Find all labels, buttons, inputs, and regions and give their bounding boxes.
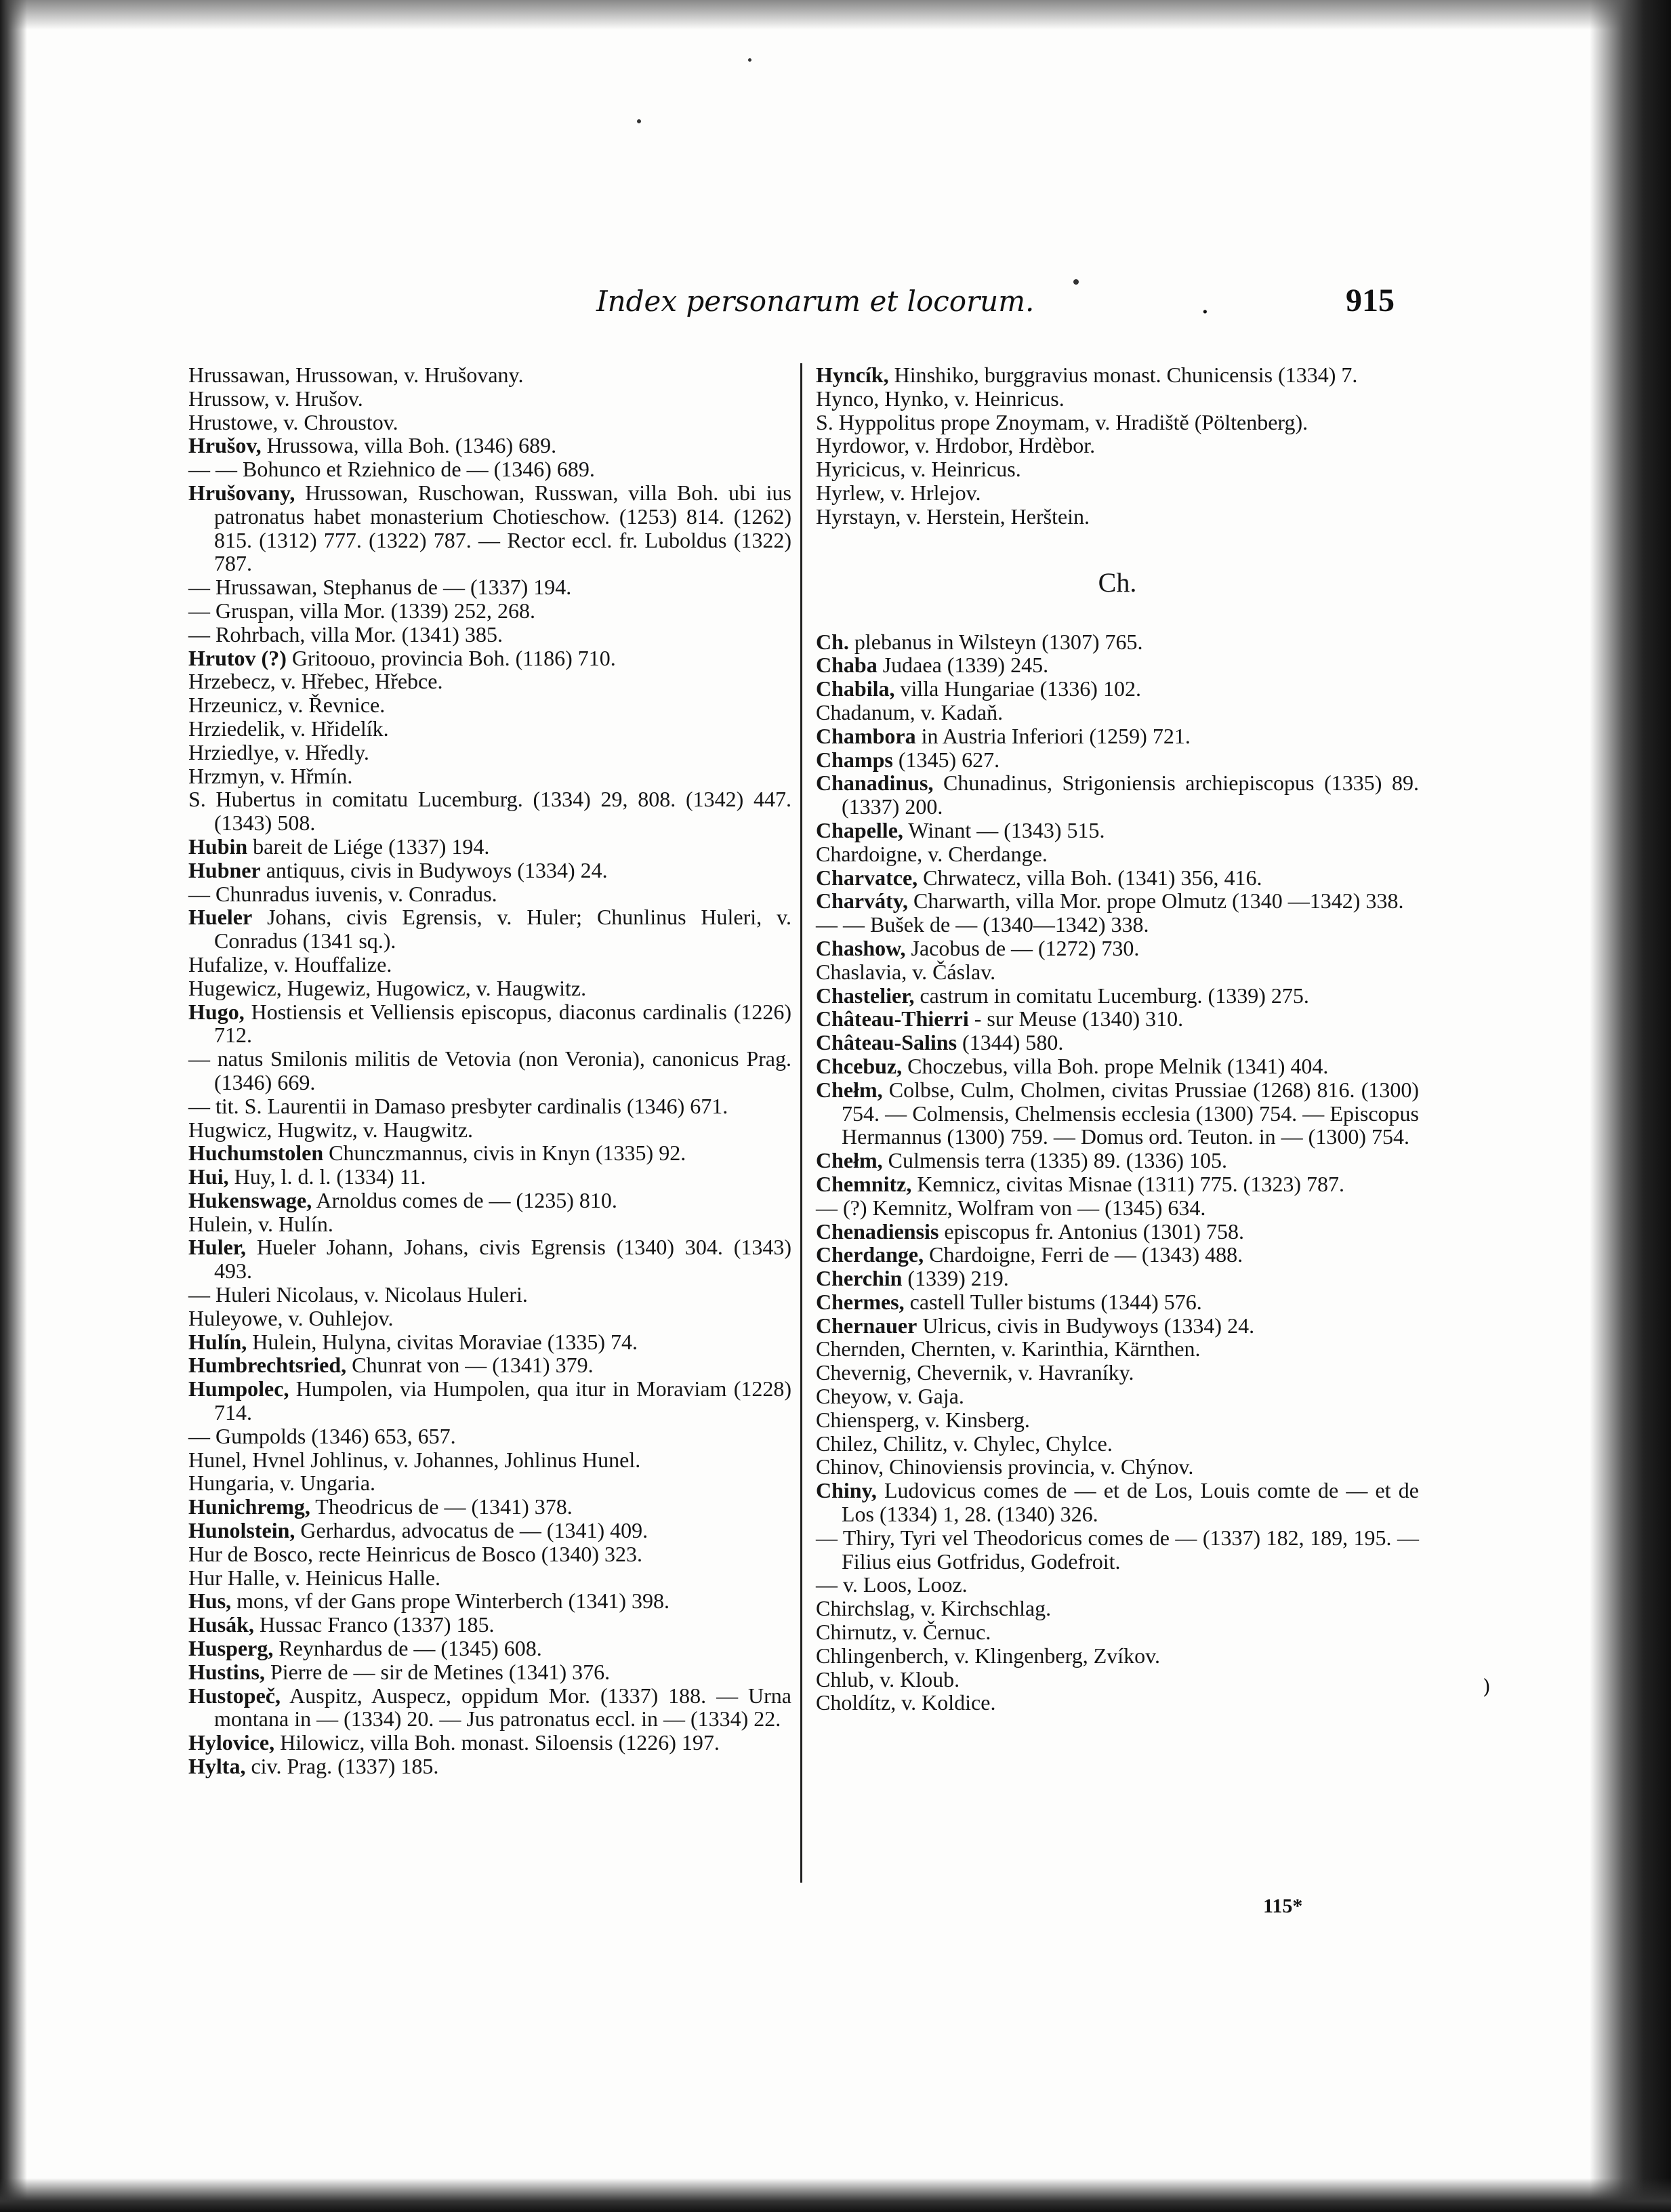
- index-entry: [188, 1660, 791, 1684]
- entry-text: Kemnicz, civitas Misnae (1311) 775. (1323) 787.: [911, 1171, 1344, 1196]
- entry-headword: Chernauer: [816, 1313, 917, 1338]
- entry-text: Huy, l. d. l. (1334) 11.: [228, 1164, 426, 1189]
- index-entry: [816, 411, 1419, 434]
- index-entry: [188, 835, 791, 859]
- entry-headword: Chenadiensis: [816, 1218, 939, 1244]
- entry-headword: Charvatce,: [816, 865, 918, 890]
- entry-text: Hugewicz, Hugewiz, Hugowicz, v. Haugwitz.: [188, 975, 587, 1000]
- entry-headword: Hui,: [188, 1164, 229, 1189]
- entry-text: Judaea (1339) 245.: [877, 653, 1049, 678]
- scan-edge-left: [0, 0, 27, 2212]
- index-entry: [188, 977, 791, 1000]
- index-entry: [816, 1196, 1419, 1220]
- index-entry: [188, 1118, 791, 1142]
- entry-text: Hur de Bosco, recte Heinricus de Bosco (1340) 323.: [188, 1541, 643, 1566]
- index-entry: [816, 1620, 1419, 1644]
- entry-text: castell Tuller bistums (1344) 576.: [904, 1289, 1202, 1314]
- index-entry: [188, 1684, 791, 1732]
- entry-text: Hugwicz, Hugwitz, v. Haugwitz.: [188, 1117, 474, 1142]
- entry-text: Hunel, Hvnel Johlinus, v. Johannes, Johlinus Hunel.: [188, 1447, 641, 1472]
- index-entry: [816, 1479, 1419, 1526]
- index-entry: [188, 1613, 791, 1637]
- index-entry: [188, 1212, 791, 1236]
- entry-text: Gritoouo, provincia Boh. (1186) 710.: [286, 645, 616, 670]
- index-entry: [188, 1377, 791, 1425]
- index-entry: [816, 984, 1419, 1008]
- entry-text: — Gruspan, villa Mor. (1339) 252, 268.: [188, 598, 535, 623]
- entry-text: Hueler Johann, Johans, civis Egrensis (1340) 304. (1343) 493.: [214, 1235, 791, 1284]
- entry-text: Cheyow, v. Gaja.: [816, 1384, 964, 1409]
- entry-text: — — Bušek de — (1340—1342) 338.: [816, 912, 1149, 937]
- entry-text: (1344) 580.: [957, 1030, 1064, 1055]
- index-entry: [188, 1542, 791, 1566]
- entry-text: — Hrussawan, Stephanus de — (1337) 194.: [188, 575, 572, 600]
- entry-headword: Hunichremg,: [188, 1494, 310, 1519]
- entry-text: S. Hyppolitus prope Znoymam, v. Hradiště (Pöltenberg).: [816, 409, 1308, 434]
- index-entry: [816, 1644, 1419, 1668]
- dust-speck: [1073, 279, 1079, 285]
- entry-headword: Chabila,: [816, 676, 895, 701]
- index-entry: [816, 1337, 1419, 1361]
- entry-text: Pierre de — sir de Metines (1341) 376.: [264, 1659, 611, 1684]
- entry-text: Theodricus de — (1341) 378.: [310, 1494, 573, 1519]
- index-entry: [816, 1007, 1419, 1031]
- entry-text: Hulein, v. Hulín.: [188, 1211, 333, 1236]
- entry-text: Chadanum, v. Kadaň.: [816, 699, 1004, 724]
- entry-text: Culmensis terra (1335) 89. (1336) 105.: [882, 1148, 1228, 1173]
- index-entry: [188, 1566, 791, 1590]
- entry-text: Hilowicz, villa Boh. monast. Siloensis (1226) 197.: [274, 1730, 720, 1755]
- index-entry: [188, 1141, 791, 1165]
- entry-text: — Thiry, Tyri vel Theodoricus comes de — (1337) 182, 189, 195. — Filius eius Gotfridus, Godefroit.: [816, 1525, 1419, 1574]
- index-entry: [188, 411, 791, 434]
- index-entry: [816, 1172, 1419, 1196]
- entry-headword: Hrušov,: [188, 433, 262, 458]
- entry-text: Chardoigne, v. Cherdange.: [816, 841, 1048, 866]
- index-entry: [188, 1471, 791, 1495]
- index-group-ch: [816, 630, 1419, 1715]
- entry-text: Hur Halle, v. Heinicus Halle.: [188, 1565, 441, 1590]
- entry-text: — v. Loos, Looz.: [816, 1572, 968, 1597]
- signature-mark: 115*: [1263, 1895, 1303, 1917]
- index-entry: [816, 1668, 1419, 1692]
- index-entry: [188, 1589, 791, 1613]
- index-entry: [816, 1432, 1419, 1456]
- entry-text: Hynco, Hynko, v. Heinricus.: [816, 386, 1065, 411]
- entry-text: Choczebus, villa Boh. prope Melnik (1341) 404.: [902, 1053, 1329, 1078]
- entry-text: Hrzeunicz, v. Řevnice.: [188, 693, 386, 718]
- entry-headword: Hylovice,: [188, 1730, 275, 1755]
- index-entry: [188, 1495, 791, 1519]
- entry-text: Choldítz, v. Koldice.: [816, 1690, 996, 1715]
- entry-headword: Chashow,: [816, 935, 906, 960]
- index-entry: [816, 434, 1419, 457]
- entry-text: in Austria Inferiori (1259) 721.: [915, 723, 1191, 748]
- index-entry: [816, 387, 1419, 411]
- index-entry: [816, 1573, 1419, 1597]
- index-entry: [816, 1455, 1419, 1479]
- entry-headword: Chambora: [816, 723, 916, 748]
- index-entry: [188, 953, 791, 977]
- entry-headword: Chiny,: [816, 1478, 877, 1503]
- index-entry: [816, 819, 1419, 842]
- index-entry: [816, 1054, 1419, 1078]
- entry-text: Charwarth, villa Mor. prope Olmutz (1340 —1342) 338.: [908, 888, 1404, 914]
- index-entry: [816, 677, 1419, 701]
- index-entry: [188, 693, 791, 717]
- index-entry: [816, 701, 1419, 724]
- index-entry: [188, 1731, 791, 1755]
- index-entry: [188, 1235, 791, 1283]
- index-entry: [188, 1425, 791, 1448]
- dust-speck: [637, 119, 641, 123]
- entry-headword: Hubin: [188, 834, 248, 859]
- index-entry: [816, 1526, 1419, 1574]
- index-column-right: [816, 363, 1419, 1715]
- entry-text: Chevernig, Chevernik, v. Havraníky.: [816, 1360, 1134, 1385]
- entry-headword: Chapelle,: [816, 817, 903, 842]
- entry-text: — Rohrbach, villa Mor. (1341) 385.: [188, 621, 503, 647]
- index-entry: [188, 575, 791, 599]
- entry-text: Humpolen, via Humpolen, qua itur in Moraviam (1228) 714.: [214, 1376, 791, 1425]
- index-entry: [188, 741, 791, 764]
- index-entry: [188, 905, 791, 953]
- entry-headword: Cherchin: [816, 1266, 903, 1291]
- entry-text: Hrussowa, villa Boh. (1346) 689.: [261, 433, 557, 458]
- entry-text: mons, vf der Gans prope Winterberch (1341) 398.: [231, 1589, 669, 1614]
- entry-text: civ. Prag. (1337) 185.: [245, 1754, 439, 1779]
- entry-text: - sur Meuse (1340) 310.: [968, 1006, 1184, 1031]
- index-entry: [188, 1637, 791, 1660]
- index-entry: [188, 1189, 791, 1212]
- scan-edge-top: [0, 0, 1671, 30]
- index-entry: [816, 457, 1419, 481]
- index-entry: [188, 1047, 791, 1094]
- entry-text: Hrzmyn, v. Hřmín.: [188, 763, 353, 788]
- entry-headword: Chaba: [816, 653, 878, 678]
- entry-text: Chunczmannus, civis in Knyn (1335) 92.: [323, 1141, 686, 1166]
- entry-text: Hrussow, v. Hrušov.: [188, 386, 363, 411]
- section-heading-ch: Ch.: [1098, 567, 1137, 598]
- index-entry: [816, 1267, 1419, 1290]
- entry-headword: Hukenswage,: [188, 1187, 312, 1212]
- entry-headword: Ch.: [816, 629, 849, 654]
- entry-text: Hungaria, v. Ungaria.: [188, 1471, 376, 1496]
- index-entry: [188, 1000, 791, 1048]
- entry-text: — (?) Kemnitz, Wolfram von — (1345) 634.: [816, 1195, 1206, 1220]
- entry-text: bareit de Liége (1337) 194.: [247, 834, 490, 859]
- entry-text: Chlub, v. Kloub.: [816, 1666, 960, 1692]
- index-entry: [816, 1597, 1419, 1620]
- index-entry: [816, 1385, 1419, 1408]
- index-entry: [188, 1165, 791, 1189]
- entry-headword: Chermes,: [816, 1289, 905, 1314]
- entry-text: castrum in comitatu Lucemburg. (1339) 275.: [914, 983, 1309, 1008]
- index-entry: [188, 1353, 791, 1377]
- index-entry: [816, 505, 1419, 529]
- index-entry: [816, 960, 1419, 984]
- entry-text: Chiensperg, v. Kinsberg.: [816, 1407, 1030, 1432]
- entry-text: Hyrlew, v. Hrlejov.: [816, 480, 981, 505]
- entry-headword: Chanadinus,: [816, 771, 934, 796]
- entry-headword: Charváty,: [816, 888, 908, 914]
- entry-text: Hrziedlye, v. Hředly.: [188, 739, 369, 764]
- entry-headword: Hustopeč,: [188, 1683, 281, 1708]
- index-entry: [188, 387, 791, 411]
- index-entry: [188, 457, 791, 481]
- entry-text: Hyricicus, v. Heinricus.: [816, 457, 1021, 482]
- index-entry: [816, 1031, 1419, 1054]
- entry-headword: Château-Thierri: [816, 1006, 969, 1031]
- entry-headword: Hus,: [188, 1589, 232, 1614]
- entry-text: (1339) 219.: [902, 1266, 1009, 1291]
- margin-mark: ): [1483, 1675, 1491, 1699]
- index-entry: [188, 717, 791, 741]
- running-head-title: Index personarum et locorum.: [596, 285, 1035, 318]
- entry-text: Chilez, Chilitz, v. Chylec, Chylce.: [816, 1431, 1113, 1456]
- entry-text: Hostiensis et Velliensis episcopus, diaconus cardinalis (1226) 712.: [214, 999, 791, 1048]
- index-entry: [188, 1448, 791, 1472]
- index-entry: [188, 1755, 791, 1778]
- entry-text: antiquus, civis in Budywoys (1334) 24.: [260, 857, 608, 882]
- entry-text: Hulein, Hulyna, civitas Moraviae (1335) 74.: [247, 1329, 638, 1354]
- column-divider: [800, 363, 802, 1883]
- entry-text: — Gumpolds (1346) 653, 657.: [188, 1423, 456, 1448]
- index-entry: [816, 1243, 1419, 1267]
- entry-text: Hrussawan, Hrussowan, v. Hrušovany.: [188, 363, 524, 387]
- entry-headword: Hrutov (?): [188, 645, 287, 670]
- entry-text: Hrussowan, Ruschowan, Russwan, villa Boh. ubi ius patronatus habet monasterium Chotieschow. (1253) 814. (1262) 815. (1312) 777. (1322) 787. — Rector eccl. fr. Luboldus (1322) 787.: [214, 480, 791, 576]
- entry-text: Chardoigne, Ferri de — (1343) 488.: [924, 1242, 1243, 1267]
- entry-text: Chrwatecz, villa Boh. (1341) 356, 416.: [917, 865, 1262, 890]
- entry-headword: Cherdange,: [816, 1242, 924, 1267]
- page-number: 915: [1346, 283, 1395, 319]
- entry-text: S. Hubertus in comitatu Lucemburg. (1334) 29, 808. (1342) 447. (1343) 508.: [188, 787, 791, 836]
- entry-text: Chaslavia, v. Čáslav.: [816, 959, 996, 984]
- entry-headword: Hulín,: [188, 1329, 247, 1354]
- entry-text: plebanus in Wilsteyn (1307) 765.: [848, 629, 1143, 654]
- entry-text: Chinov, Chinoviensis provincia, v. Chýnov.: [816, 1454, 1194, 1479]
- index-entry: [816, 630, 1419, 654]
- entry-headword: Humpolec,: [188, 1376, 289, 1401]
- entry-headword: Chemnitz,: [816, 1171, 912, 1196]
- index-entry: [188, 434, 791, 457]
- entry-text: Hyrstayn, v. Herstein, Herštein.: [816, 504, 1090, 529]
- entry-text: Ludovicus comes de — et de Los, Louis comte de — et de Los (1334) 1, 28. (1340) 326.: [842, 1478, 1419, 1527]
- index-entry: [188, 670, 791, 693]
- index-entry: [816, 748, 1419, 772]
- entry-text: Hrzebecz, v. Hřebec, Hřebce.: [188, 669, 443, 694]
- entry-text: (1345) 627.: [892, 747, 1000, 772]
- entry-headword: Humbrechtsried,: [188, 1353, 347, 1378]
- index-entry: [188, 787, 791, 835]
- index-entry: [188, 859, 791, 882]
- index-entry: [816, 1314, 1419, 1338]
- entry-headword: Hunolstein,: [188, 1518, 295, 1543]
- index-entry: [816, 1691, 1419, 1715]
- entry-text: Hussac Franco (1337) 185.: [253, 1612, 495, 1637]
- entry-headword: Chcebuz,: [816, 1053, 903, 1078]
- index-entry: [816, 1149, 1419, 1172]
- entry-headword: Hrušovany,: [188, 480, 295, 505]
- index-entry: [816, 913, 1419, 937]
- entry-text: Chunrat von — (1341) 379.: [346, 1353, 594, 1378]
- entry-text: Reynhardus de — (1345) 608.: [273, 1636, 542, 1661]
- entry-text: — — Bohunco et Rziehnico de — (1346) 689.: [188, 457, 595, 482]
- entry-headword: Husák,: [188, 1612, 254, 1637]
- entry-headword: Hyncík,: [816, 363, 889, 387]
- entry-text: Ulricus, civis in Budywoys (1334) 24.: [917, 1313, 1255, 1338]
- entry-text: Gerhardus, advocatus de — (1341) 409.: [295, 1518, 648, 1543]
- entry-text: Chernden, Chernten, v. Karinthia, Kärnthen.: [816, 1336, 1201, 1361]
- index-entry: [188, 1330, 791, 1354]
- entry-text: — Huleri Nicolaus, v. Nicolaus Huleri.: [188, 1282, 528, 1307]
- entry-headword: Champs: [816, 747, 893, 772]
- index-entry: [816, 653, 1419, 677]
- index-entry: [188, 623, 791, 647]
- index-group-hy: [816, 363, 1419, 529]
- index-entry: [816, 889, 1419, 913]
- index-entry: [188, 481, 791, 575]
- index-entry: [816, 771, 1419, 819]
- scan-edge-right: [1590, 0, 1671, 2212]
- index-entry: [816, 1290, 1419, 1314]
- entry-headword: Chełm,: [816, 1077, 883, 1102]
- dust-speck: [748, 58, 751, 62]
- entry-text: Chirchslag, v. Kirchschlag.: [816, 1596, 1052, 1621]
- index-entry: [188, 1094, 791, 1118]
- running-head-separator: .: [1201, 289, 1210, 320]
- entry-headword: Hueler: [188, 905, 253, 930]
- index-column-left: [188, 363, 791, 1778]
- scan-edge-bottom: [0, 2178, 1671, 2212]
- entry-headword: Huchumstolen: [188, 1141, 324, 1166]
- entry-headword: Husperg,: [188, 1636, 274, 1661]
- entry-headword: Chastelier,: [816, 983, 915, 1008]
- entry-text: Hufalize, v. Houffalize.: [188, 951, 392, 977]
- entry-headword: Hustins,: [188, 1659, 265, 1684]
- index-entry: [188, 1283, 791, 1307]
- entry-text: Hrziedelik, v. Hřidelík.: [188, 716, 389, 741]
- index-entry: [816, 481, 1419, 505]
- entry-headword: Hubner: [188, 857, 261, 882]
- index-entry: [816, 1220, 1419, 1244]
- entry-text: Hrustowe, v. Chroustov.: [188, 409, 398, 434]
- index-entry: [816, 842, 1419, 866]
- entry-headword: Chełm,: [816, 1148, 883, 1173]
- entry-headword: Hugo,: [188, 999, 245, 1024]
- entry-headword: Huler,: [188, 1235, 247, 1260]
- index-entry: [188, 1519, 791, 1542]
- entry-text: Chlingenberch, v. Klingenberg, Zvíkov.: [816, 1643, 1161, 1668]
- index-entry: [188, 1307, 791, 1330]
- entry-text: Colbse, Culm, Cholmen, civitas Prussiae (1268) 816. (1300) 754. — Colmensis, Chelmensis ecclesia (1300) 754. — Episcopus Hermannus (1300) 759. — Domus ord. Teuton. in — (1300) 754.: [842, 1077, 1419, 1149]
- entry-text: Johans, civis Egrensis, v. Huler; Chunlinus Huleri, v. Conradus (1341 sq.).: [214, 905, 791, 954]
- entry-text: Chunadinus, Strigoniensis archiepiscopus (1335) 89. (1337) 200.: [842, 771, 1419, 819]
- index-entry: [816, 866, 1419, 890]
- index-entry: [188, 764, 791, 788]
- index-entry: [816, 937, 1419, 960]
- entry-headword: Hylta,: [188, 1754, 246, 1779]
- entry-text: Arnoldus comes de — (1235) 810.: [312, 1187, 617, 1212]
- entry-text: Auspitz, Auspecz, oppidum Mor. (1337) 188. — Urna montana in — (1334) 20. — Jus patronatus eccl. in — (1334) 22.: [214, 1683, 791, 1732]
- entry-text: villa Hungariae (1336) 102.: [894, 676, 1141, 701]
- index-entry: [188, 882, 791, 906]
- entry-text: Hinshiko, burggravius monast. Chunicensis (1334) 7.: [888, 363, 1358, 387]
- entry-text: Winant — (1343) 515.: [903, 817, 1105, 842]
- index-entry: [816, 724, 1419, 748]
- index-entry: [816, 363, 1419, 387]
- entry-text: Chirnutz, v. Černuc.: [816, 1620, 991, 1645]
- entry-text: episcopus fr. Antonius (1301) 758.: [938, 1218, 1245, 1244]
- index-entry: [816, 1078, 1419, 1149]
- index-entry: [188, 599, 791, 623]
- index-entry: [188, 647, 791, 670]
- entry-headword: Château-Salins: [816, 1030, 957, 1055]
- index-entry: [816, 1408, 1419, 1432]
- entry-text: — natus Smilonis militis de Vetovia (non Veronia), canonicus Prag. (1346) 669.: [188, 1046, 791, 1094]
- entry-text: Hyrdowor, v. Hrdobor, Hrdèbor.: [816, 433, 1096, 458]
- index-entry: [188, 363, 791, 387]
- entry-text: Jacobus de — (1272) 730.: [905, 935, 1140, 960]
- entry-text: — tit. S. Laurentii in Damaso presbyter cardinalis (1346) 671.: [188, 1093, 728, 1118]
- index-entry: [816, 1361, 1419, 1385]
- entry-text: Huleyowe, v. Ouhlejov.: [188, 1305, 394, 1330]
- entry-text: — Chunradus iuvenis, v. Conradus.: [188, 881, 497, 906]
